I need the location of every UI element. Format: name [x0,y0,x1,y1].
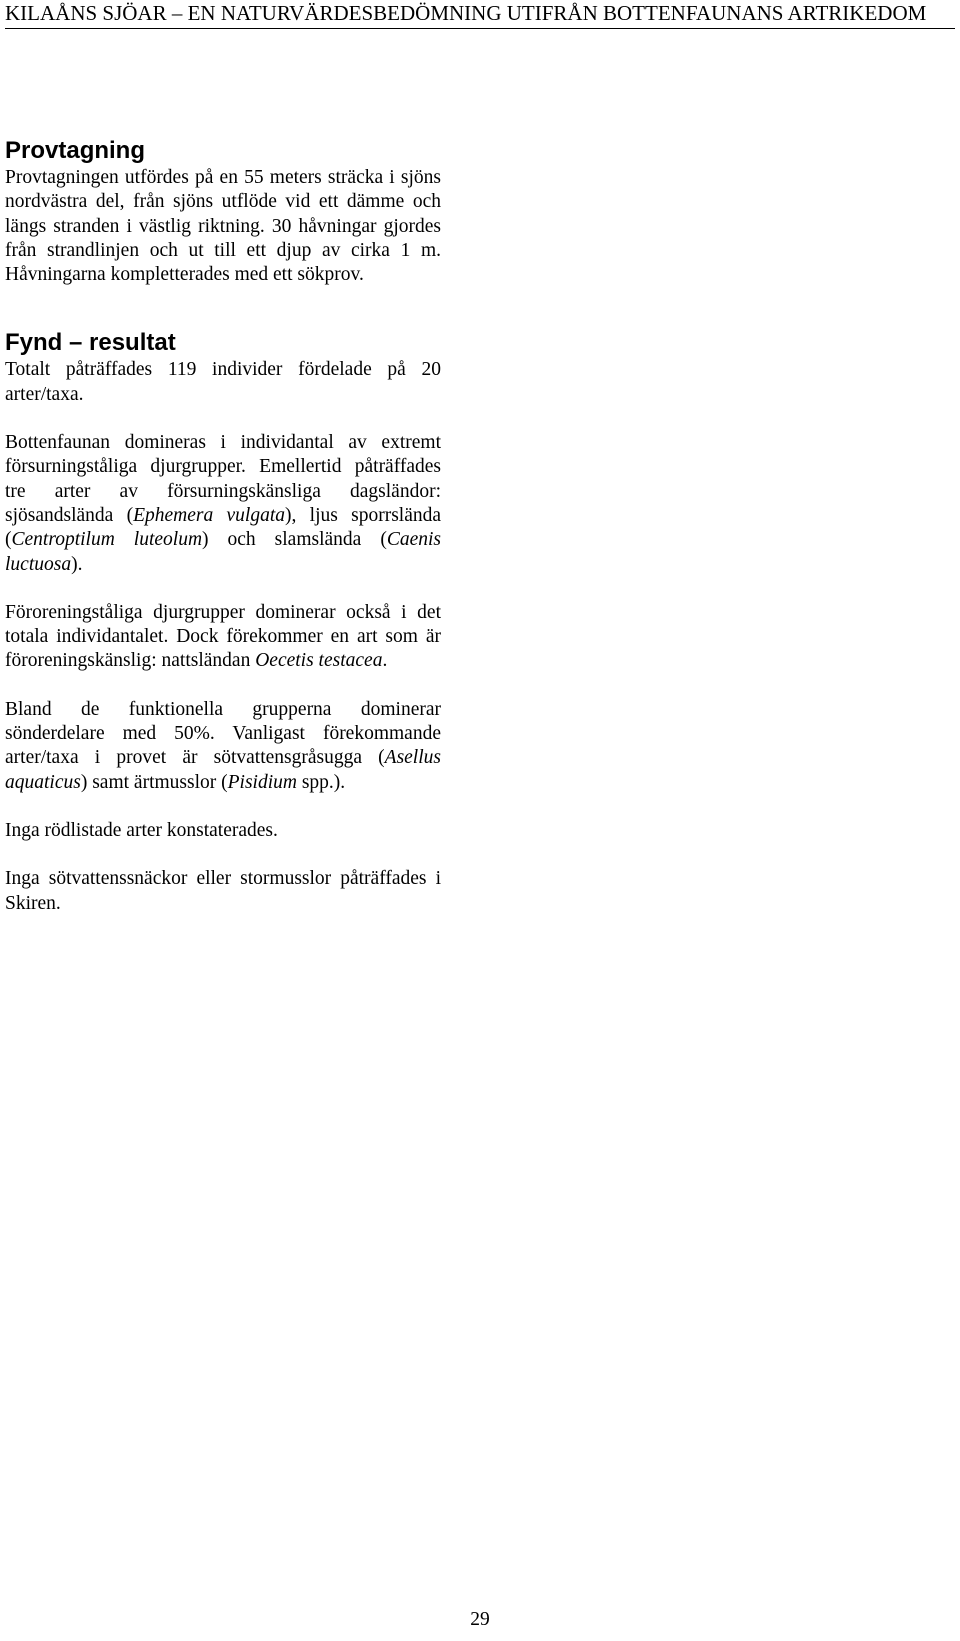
text-run: ). [71,553,83,575]
species-name: Oecetis testacea [255,650,383,672]
provtagning-paragraph: Provtagningen utfördes på en 55 meters sträcka i sjöns nordvästra del, från sjöns utflöde vid ett dämme och längs stranden i västlig riktning. 30 håvningar gjordes från strandlinjen och ut till ett djup av cirka 1 m. Håvningarna kompletterades med ett sökprov. [5,167,441,286]
text-run: spp.). [296,771,346,793]
acid-tolerance-paragraph [5,431,441,577]
section-heading-fynd-resultat: Fynd – resultat [5,329,176,357]
results-summary-paragraph: Totalt påträffades 119 individer fördelade på 20 arter/taxa. [5,359,441,405]
snails-mussels-paragraph: Inga sötvattenssnäckor eller stormusslor påträffades i Skiren. [5,868,441,914]
text-run: ), ljus sporrslända ( [5,504,442,551]
running-header: KILAÅNS SJÖAR – EN NATURVÄRDESBEDÖMNING UTIFRÅN BOTTENFAUNANS ARTRIKEDOM [5,0,955,29]
text-run: Bland de funktionella grupperna dominerar sönderdelare med 50%. Vanligast förekommande arter/taxa i provet är sötvattensgråsugga ( [5,698,441,769]
species-name: Caenis luctuosa [5,529,441,575]
text-run: ) samt ärtmusslor ( [80,771,228,793]
red-list-paragraph: Inga rödlistade arter konstaterades. [5,819,278,841]
page-number: 29 [470,1609,490,1630]
species-name: Pisidium [227,771,297,793]
species-name: Centroptilum luteolum [11,529,203,551]
text-run: ) och slamslända ( [202,529,387,551]
species-name: Asellus aquaticus [5,747,441,793]
section-heading-provtagning: Provtagning [5,137,146,164]
functional-groups-paragraph [5,698,441,795]
text-run: Föroreningståliga djurgrupper dominerar också i det totala individantalet. Dock förekommer en art som är föroreningskänslig: nattsländan [5,601,441,672]
text-run: Bottenfaunan domineras i individantal av extremt försurningståliga djurgrupper. Emellertid påträffades tre arter av försurningskänsliga dagsländor: sjösandslända ( [5,432,441,526]
text-column [5,136,441,916]
pollution-tolerance-paragraph [5,601,441,674]
text-run: . [382,650,388,672]
species-name: Ephemera vulgata [133,504,286,526]
